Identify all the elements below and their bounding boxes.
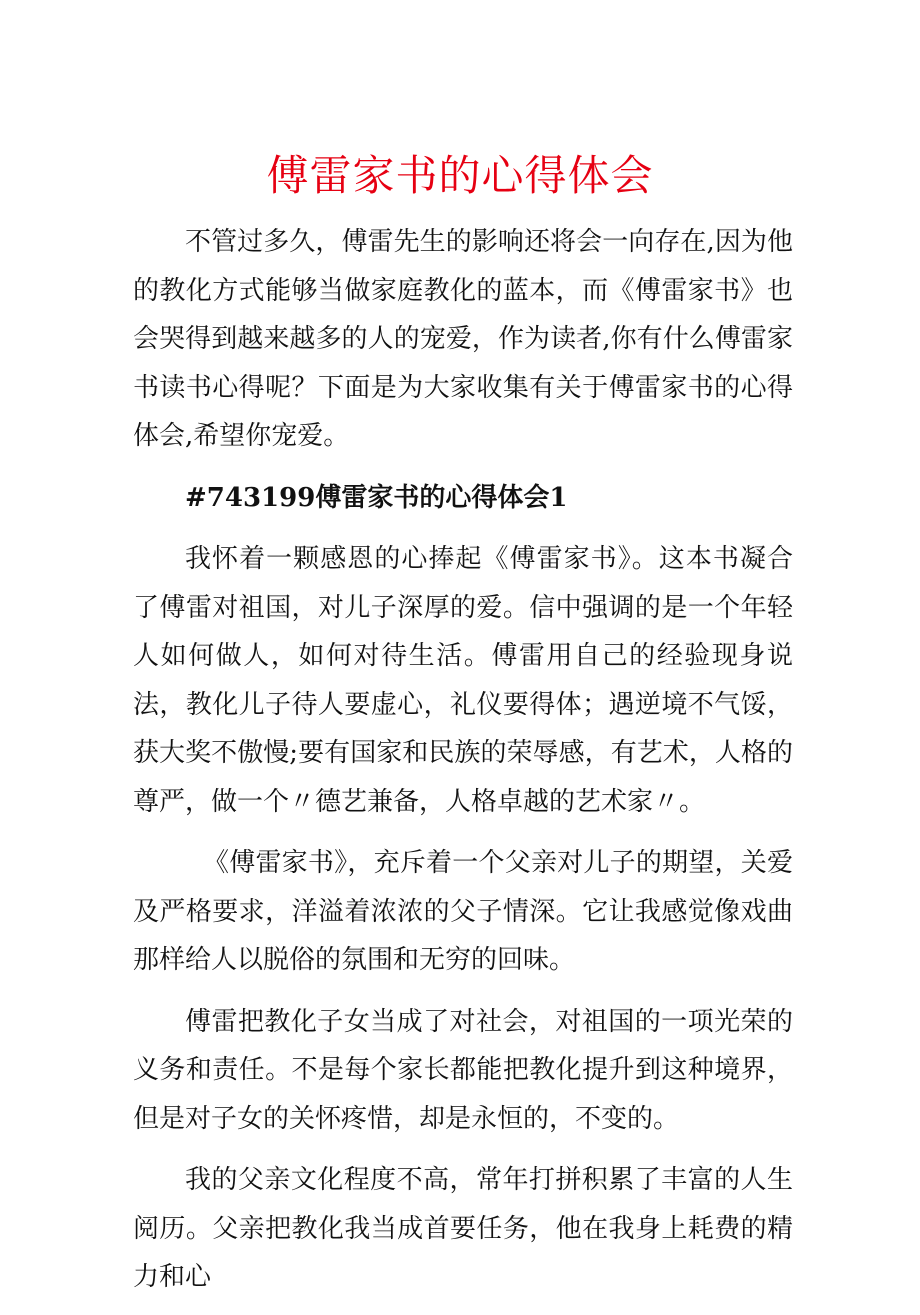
body-paragraph: 《傅雷家书》，充斥着一个父亲对儿子的期望，关爱及严格要求，洋溢着浓浓的父子情深。它让我感觉像戏曲那样给人以脱俗的氛围和无穷的回味。 bbox=[133, 848, 793, 975]
body-paragraph: 我的父亲文化程度不高，常年打拼积累了丰富的人生阅历。父亲把教化我当成首要任务，他在我身上耗费的精力和心 bbox=[133, 1165, 793, 1292]
body-paragraph: 我怀着一颗感恩的心捧起《傅雷家书》。这本书凝合了傅雷对祖国，对儿子深厚的爱。信中强调的是一个年轻人如何做人，如何对待生活。傅雷用自己的经验现身说法，教化儿子待人要虚心，礼仪要得体；遇逆境不气馁，获大奖不傲慢;要有国家和民族的荣辱感，有艺术，人格的尊严，做一个〃德艺兼备，人格卓越的艺术家〃。 bbox=[133, 544, 793, 817]
intro-paragraph: 不管过多久，傅雷先生的影响还将会一向存在,因为他的教化方式能够当做家庭教化的蓝本，而《傅雷家书》也会哭得到越来越多的人的宠爱，作为读者,你有什么傅雷家书读书心得呢？下面是为大家收集有关于傅雷家书的心得体会,希望你宠爱。 bbox=[133, 227, 793, 451]
document-body bbox=[133, 218, 793, 1315]
document-title: 傅雷家书的心得体会 bbox=[266, 151, 654, 200]
body-paragraph: 傅雷把教化子女当成了对社会，对祖国的一项光荣的义务和责任。不是每个家长都能把教化提升到这种境界，但是对子女的关怀疼惜，却是永恒的，不变的。 bbox=[133, 1006, 793, 1134]
section-heading: #743199傅雷家书的心得体会1 bbox=[185, 482, 568, 513]
